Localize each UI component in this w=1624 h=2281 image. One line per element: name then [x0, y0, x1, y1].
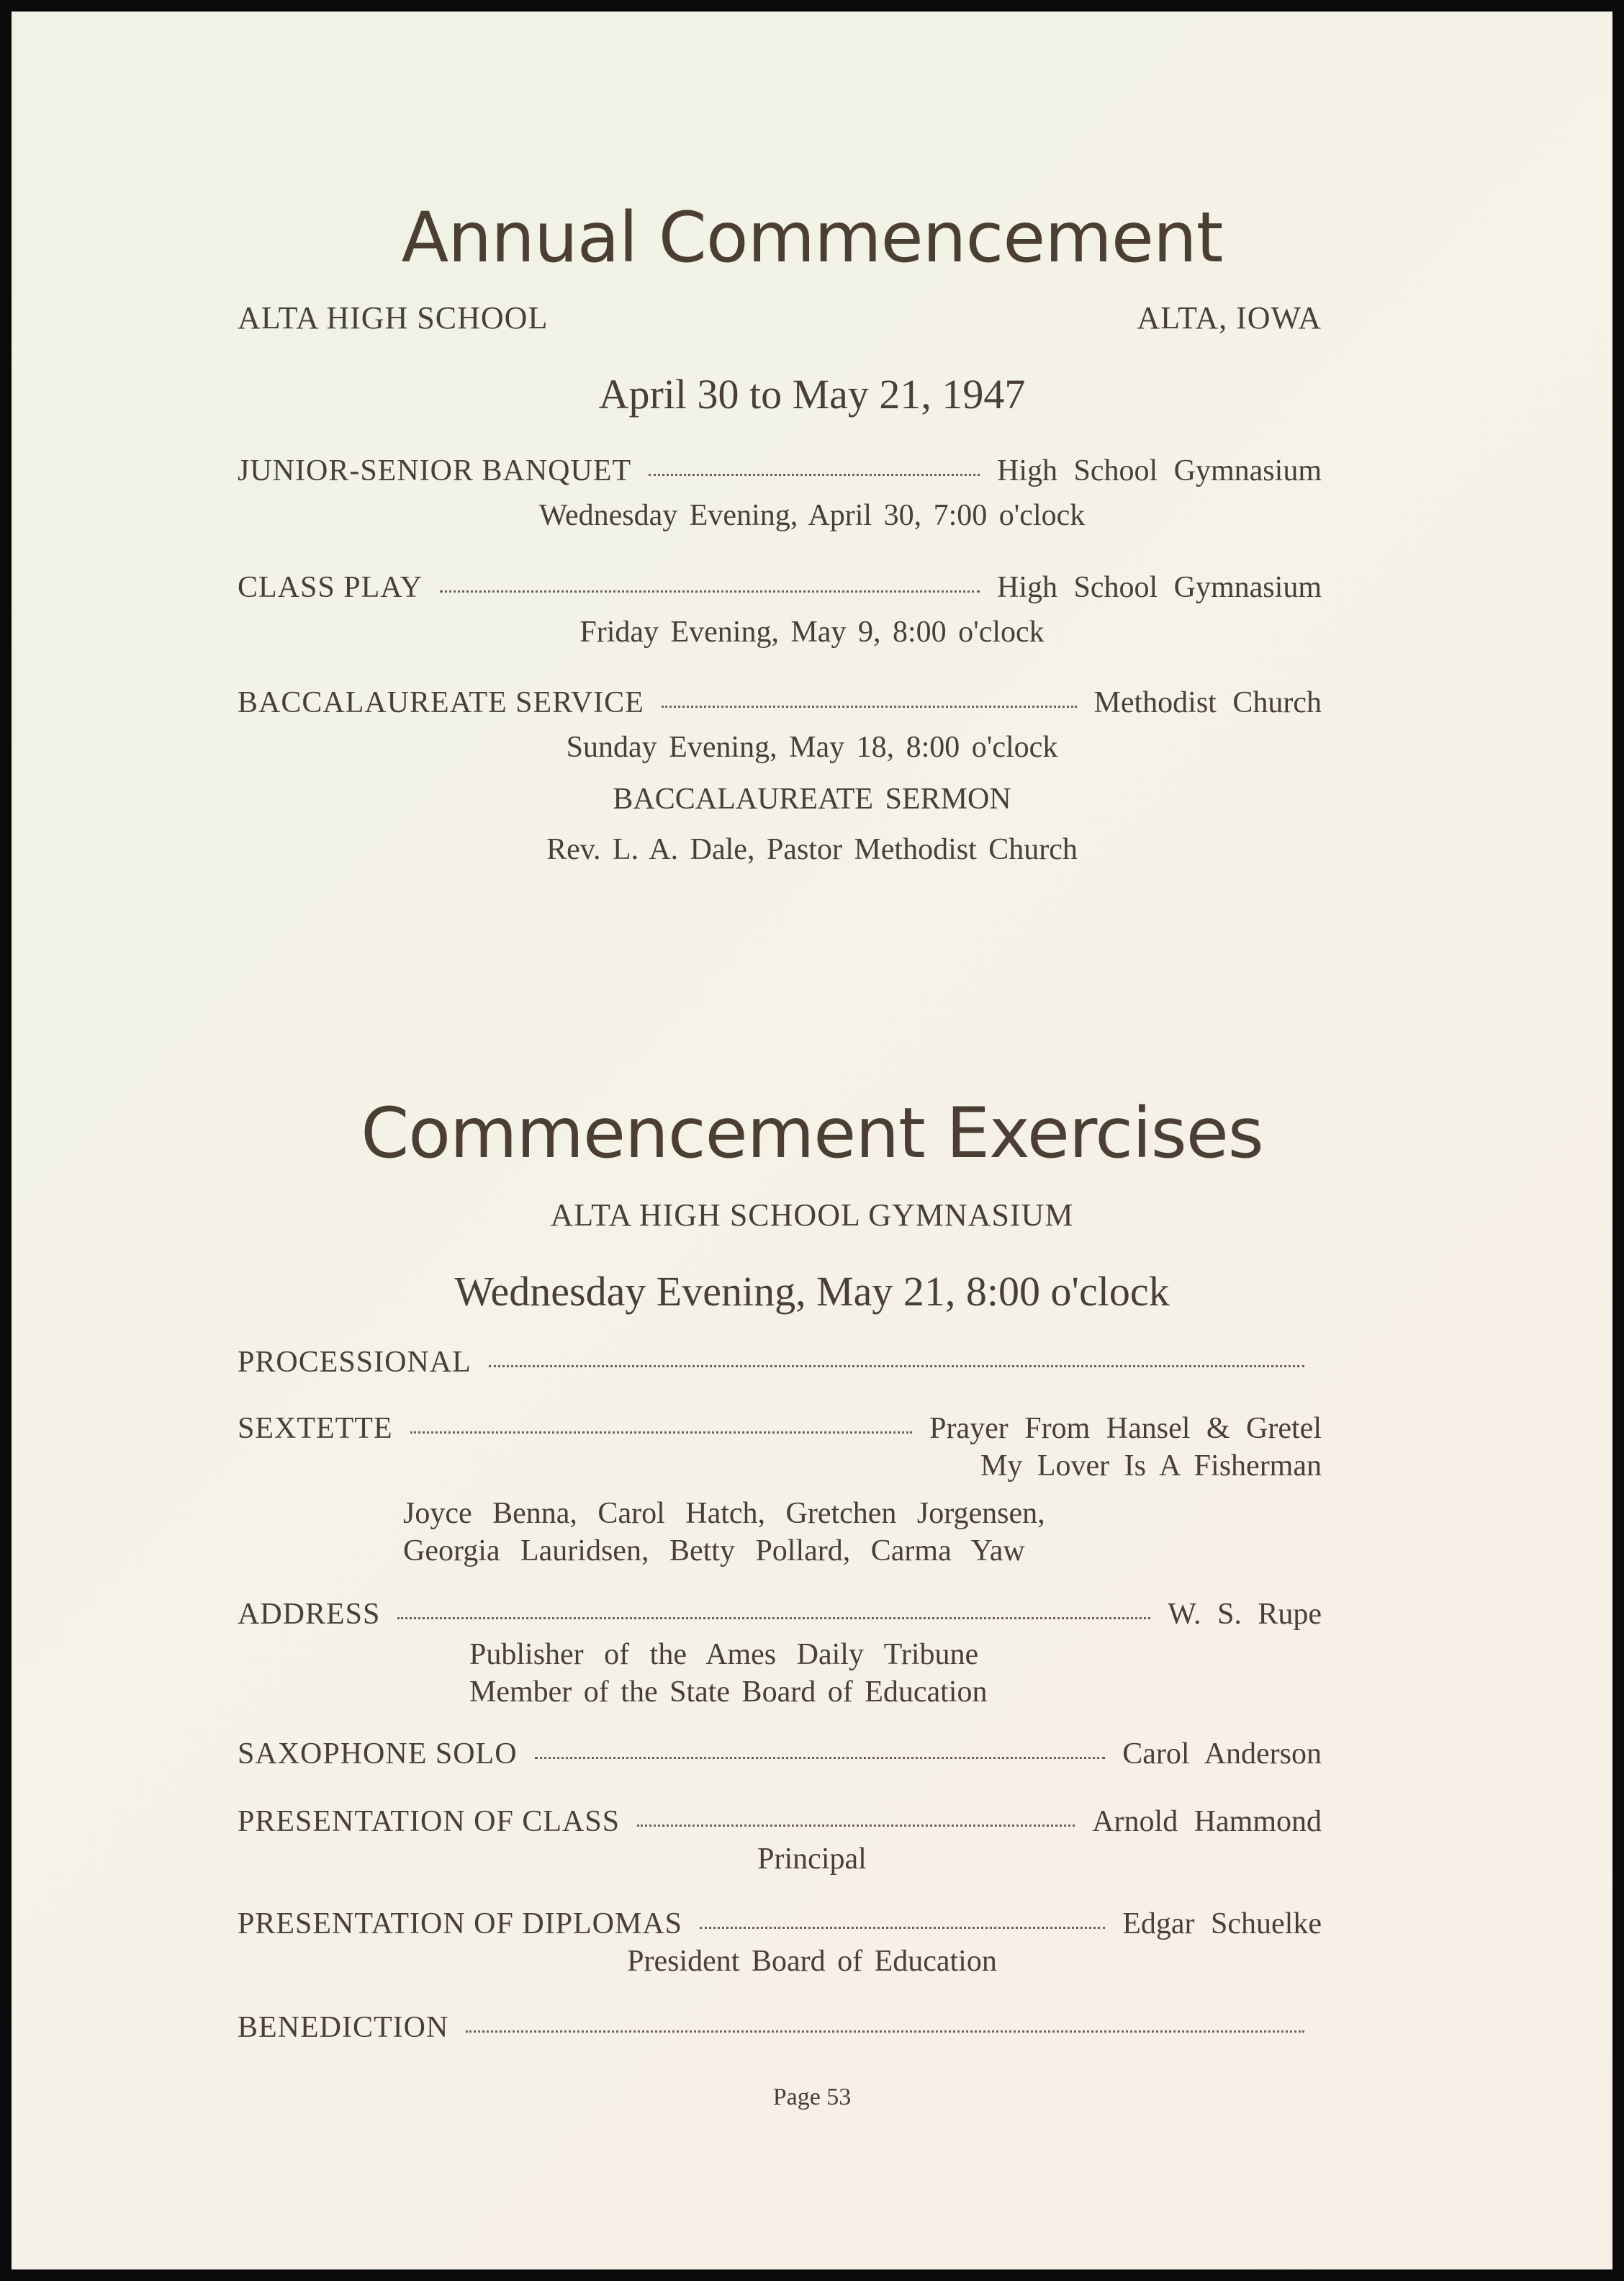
- sextette-song-1: Prayer From Hansel & Gretel: [929, 1412, 1322, 1445]
- dot-leader: [397, 1617, 1150, 1619]
- program-page: [12, 12, 1612, 2269]
- program-item-label: ADDRESS: [238, 1598, 381, 1631]
- sextette-song-2: My Lover Is A Fisherman: [980, 1449, 1322, 1483]
- dot-leader: [489, 1365, 1304, 1367]
- annual-title: Annual Commencement: [401, 197, 1223, 278]
- event-name: JUNIOR-SENIOR BANQUET: [238, 454, 632, 487]
- program-item-label: SEXTETTE: [238, 1412, 393, 1445]
- dot-leader: [662, 706, 1077, 708]
- event-row-class-play: [238, 570, 1322, 611]
- event-time: Friday Evening, May 9, 8:00 o'clock: [579, 616, 1045, 649]
- presenter-name: Edgar Schuelke: [1122, 1907, 1322, 1940]
- sextette-members-1: Joyce Benna, Carol Hatch, Gretchen Jorgensen,: [403, 1497, 1045, 1530]
- event-place: Methodist Church: [1093, 686, 1322, 719]
- event-name: BACCALAUREATE SERVICE: [238, 686, 644, 719]
- sermon-heading: BACCALAUREATE SERMON: [613, 783, 1011, 816]
- exercises-venue: ALTA HIGH SCHOOL GYMNASIUM: [550, 1197, 1074, 1233]
- program-row-presentation-class: [238, 1804, 1322, 1845]
- school-name: ALTA HIGH SCHOOL: [238, 300, 549, 336]
- annual-dates: April 30 to May 21, 1947: [598, 371, 1026, 418]
- program-row-presentation-diplomas: [238, 1907, 1322, 1947]
- exercises-title: Commencement Exercises: [361, 1093, 1263, 1174]
- program-item-label: PRESENTATION OF CLASS: [238, 1805, 621, 1838]
- event-place: High School Gymnasium: [997, 571, 1322, 604]
- event-time: Sunday Evening, May 18, 8:00 o'clock: [566, 731, 1058, 764]
- sermon-speaker: Rev. L. A. Dale, Pastor Methodist Church: [546, 833, 1078, 866]
- sextette-members-2: Georgia Lauridsen, Betty Pollard, Carma Yaw: [403, 1534, 1025, 1567]
- program-row-saxophone: [238, 1737, 1322, 1777]
- program-row-sextette: [238, 1411, 1322, 1452]
- dot-leader: [700, 1927, 1105, 1929]
- school-location: ALTA, IOWA: [1137, 300, 1322, 336]
- program-row-processional: [238, 1345, 1322, 1385]
- dot-leader: [649, 474, 980, 476]
- presenter-role: President Board of Education: [627, 1945, 997, 1978]
- program-row-benediction: [238, 2010, 1322, 2051]
- event-row-baccalaureate: [238, 685, 1322, 726]
- dot-leader: [637, 1825, 1075, 1827]
- address-speaker: W. S. Rupe: [1168, 1598, 1322, 1631]
- dot-leader: [466, 2030, 1304, 2033]
- dot-leader: [535, 1757, 1106, 1759]
- exercises-time: Wednesday Evening, May 21, 8:00 o'clock: [454, 1268, 1170, 1315]
- program-item-label: SAXOPHONE SOLO: [238, 1737, 518, 1771]
- event-time: Wednesday Evening, April 30, 7:00 o'clock: [538, 499, 1086, 532]
- presenter-role: Principal: [757, 1843, 867, 1876]
- speaker-role-1: Publisher of the Ames Daily Tribune: [469, 1638, 979, 1671]
- event-place: High School Gymnasium: [997, 454, 1322, 487]
- program-item-label: PRESENTATION OF DIPLOMAS: [238, 1907, 683, 1940]
- program-item-label: PROCESSIONAL: [238, 1346, 472, 1379]
- dot-leader: [410, 1431, 913, 1434]
- presenter-name: Arnold Hammond: [1092, 1805, 1322, 1838]
- event-row-banquet: [238, 454, 1322, 494]
- program-item-label: BENEDICTION: [238, 2011, 449, 2044]
- page-number: Page 53: [772, 2084, 852, 2110]
- dot-leader: [440, 590, 980, 593]
- speaker-role-2: Member of the State Board of Education: [469, 1675, 988, 1709]
- program-row-address: [238, 1597, 1322, 1637]
- saxophone-performer: Carol Anderson: [1122, 1737, 1322, 1771]
- event-name: CLASS PLAY: [238, 571, 423, 604]
